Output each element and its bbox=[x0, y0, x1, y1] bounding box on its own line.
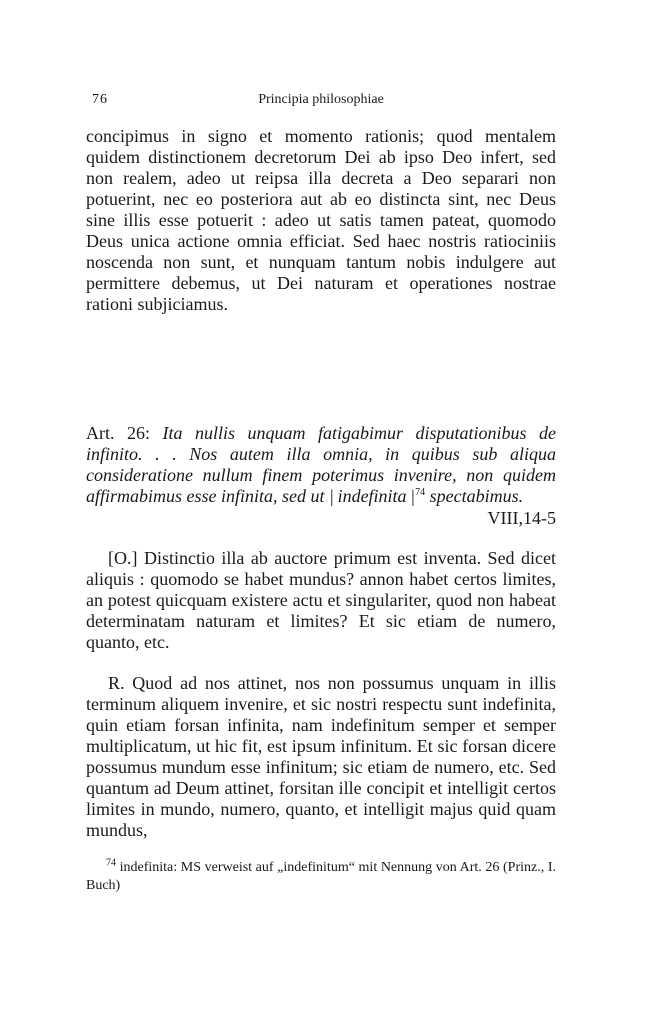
book-page bbox=[86, 86, 556, 909]
citation-label: Art. 26: bbox=[86, 423, 150, 443]
article-citation bbox=[86, 423, 556, 507]
marked-word-text: indefinita bbox=[337, 486, 407, 506]
page-number: 76 bbox=[92, 92, 108, 107]
footnote bbox=[86, 859, 556, 895]
footnote-text: indefinita: MS verweist auf „indefinitum“ mit Nennung von Art. 26 (Prinz., I. Buch) bbox=[86, 860, 557, 893]
paragraph-continuation: concipimus in signo et momento rationis; quod mentalem quidem distinctionem decretorum Dei ab ipso Deo infert, sed non realem, adeo ut reipsa illa decreta a Deo separari non potuerint, nec eo posteriora aut ab eo distincta sint, nec Deus sine illis esse potuerit : adeo ut satis tamen pateat, quomodo Deus unica actione omnia efficiat. Sed haec nostris ratiociniis noscenda non sunt, et nunquam tantum nobis indulgere aut permittere debemus, ut Dei naturam et operationes nostrae rationi subjiciamus. bbox=[86, 126, 556, 314]
running-title: Principia philosophiae bbox=[258, 92, 384, 107]
marked-word: | indefinita $|^{74}$ bbox=[329, 486, 426, 506]
paragraph-objection: [O.] Distinctio illa ab auctore primum est inventa. Sed dicet aliquis : quomodo se habet mundus? annon habet certos limites, an potest quicquam existere actu et singulariter, quod non habeat determinatam naturam et limites? Et sic etiam de numero, quanto, etc. bbox=[86, 548, 556, 652]
citation-text: Ita nullis unquam fatigabimur disputationibus de infinito. . . Nos autem illa omnia, in quibus sub aliqua consideratione nullum finem poterimus invenire, non quidem affirmabimus esse infinita, sed ut bbox=[86, 423, 557, 506]
footnote-number: 74 bbox=[106, 857, 116, 869]
citation-reference: VIII,14-5 bbox=[487, 508, 556, 528]
running-head bbox=[86, 86, 556, 110]
paragraph-response: R. Quod ad nos attinet, nos non possumus unquam in illis terminum aliquem invenire, et sic nostri respectu sunt indefinita, quin etiam forsan infinita, nam indefinitum semper et semper multiplicatum, ut hic fit, est ipsum infinitum. Et sic forsan dicere possumus mundum esse infinitum; sic etiam de numero, etc. Sed quantum ad Deum attinet, forsitan ille concipit et intelligit certos limites in mundo, numero, quanto, et intelligit majus quid quam mundus, bbox=[86, 673, 556, 840]
footnote-ref: 74 bbox=[415, 487, 426, 498]
blank-space bbox=[86, 315, 556, 423]
citation-text-end: spectabimus. bbox=[429, 486, 524, 506]
